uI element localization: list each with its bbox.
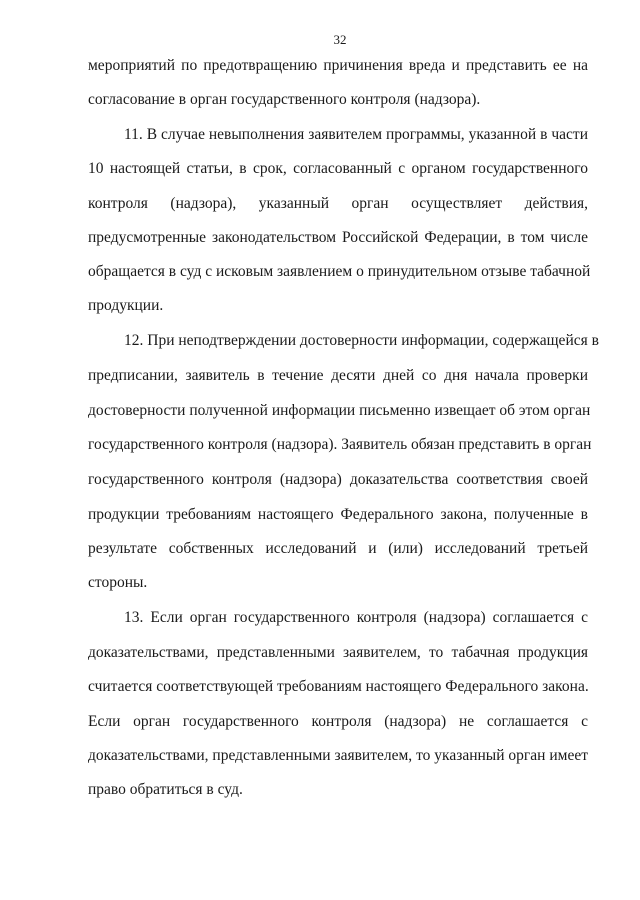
text-line: предусмотренные законодательством Российской Федерации, в том числе (88, 229, 588, 246)
text-line: контроля (надзора), указанный орган осуществляет действия, (88, 195, 588, 212)
text-line: 10 настоящей статьи, в срок, согласованный с органом государственного (88, 160, 588, 177)
text-line: согласование в орган государственного контроля (надзора). (88, 91, 481, 108)
text-line: предписании, заявитель в течение десяти дней со дня начала проверки (88, 367, 588, 384)
text-line: обращается в суд с исковым заявлением о принудительном отзыве табачной (88, 263, 591, 280)
text-line: считается соответствующей требованиям настоящего Федерального закона. (88, 678, 589, 695)
paragraph-13-first-line: 13. Если орган государственного контроля (надзора) соглашается с (124, 609, 588, 626)
text-line: достоверности полученной информации письменно извещает об этом орган (88, 402, 591, 419)
text-line: Если орган государственного контроля (надзора) не соглашается с (88, 713, 588, 730)
text-line: государственного контроля (надзора). Заявитель обязан представить в орган (88, 436, 592, 453)
text-line: стороны. (88, 574, 148, 591)
text-line: продукции требованиям настоящего Федерального закона, полученные в (88, 506, 588, 523)
paragraph-11-first-line: 11. В случае невыполнения заявителем программы, указанной в части (124, 126, 588, 143)
text-line: доказательствами, представленными заявителем, то табачная продукция (88, 644, 588, 661)
text-line: государственного контроля (надзора) доказательства соответствия своей (88, 471, 588, 488)
text-line: результате собственных исследований и (или) исследований третьей (88, 540, 588, 557)
text-line: доказательствами, представленными заявителем, то указанный орган имеет (88, 747, 588, 764)
text-line: мероприятий по предотвращению причинения вреда и представить ее на (88, 57, 588, 74)
page-number: 32 (333, 32, 347, 47)
text-line: продукции. (88, 297, 164, 314)
paragraph-12-first-line: 12. При неподтверждении достоверности информации, содержащейся в (124, 332, 599, 349)
text-line: право обратиться в суд. (88, 781, 243, 798)
